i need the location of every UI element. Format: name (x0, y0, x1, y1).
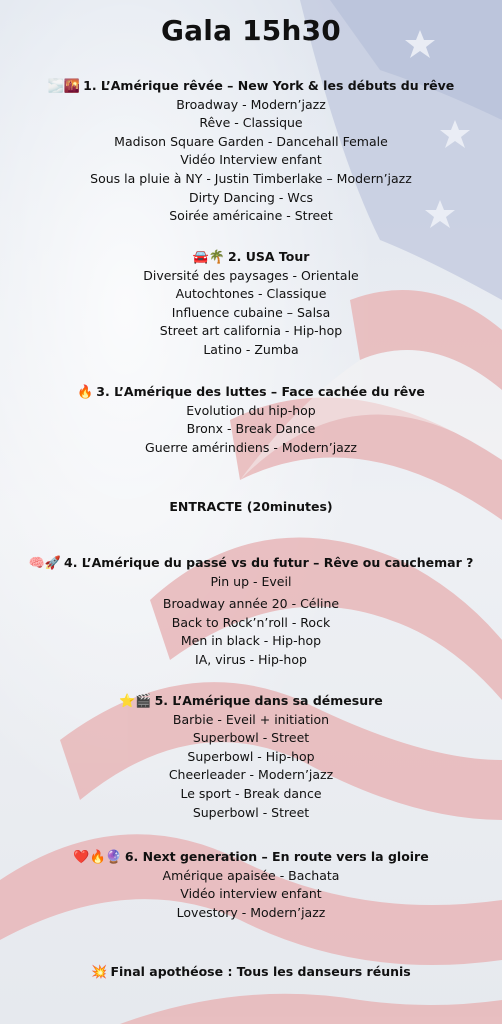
program-item: Madison Square Garden - Dancehall Female (114, 133, 388, 149)
program-item: Guerre amérindiens - Modern’jazz (145, 439, 357, 455)
program-item: Sous la pluie à NY - Justin Timberlake – Modern’jazz (90, 170, 412, 186)
star-clapper-icon: ⭐🎬 (119, 694, 152, 709)
program-item: Street art california - Hip-hop (159, 323, 343, 339)
program-item: Diversité des paysages - Orientale (143, 267, 359, 283)
program-item: Amérique apaisée - Bachata (162, 867, 340, 883)
program-item: Bronx - Break Dance (186, 421, 316, 437)
fire-icon: 🔥 (77, 385, 94, 400)
section-3 (0, 383, 502, 457)
explosion-icon: 💥 (91, 965, 108, 980)
section-heading-text: 5. L’Amérique dans sa démesure (154, 693, 383, 708)
car-palm-icon: 🚘🌴 (192, 250, 225, 265)
program-item: Men in black - Hip-hop (180, 633, 322, 649)
section-heading-text: 4. L’Amérique du passé vs du futur – Rêve ou cauchemar ? (64, 555, 474, 570)
program-item: Vidéo Interview enfant (180, 152, 322, 168)
program-item: Dirty Dancing - Wcs (188, 189, 314, 205)
program-item: Rêve - Classique (199, 115, 303, 131)
section-heading (0, 77, 502, 96)
program-item: IA, virus - Hip-hop (195, 651, 307, 667)
program-item: Pin up - Eveil (210, 573, 292, 589)
program-item: Broadway année 20 - Céline (162, 596, 340, 612)
program-item: Superbowl - Street (192, 730, 310, 746)
finale-heading (0, 963, 502, 982)
program-item: Superbowl - Hip-hop (187, 748, 315, 764)
section-heading (0, 848, 502, 867)
section-heading-text: 1. L’Amérique rêvée – New York & les débuts du rêve (83, 78, 455, 93)
finale-heading-text: Final apothéose : Tous les danseurs réunis (110, 964, 411, 979)
section-heading (0, 692, 502, 711)
section-heading (0, 383, 502, 402)
program-item: Vidéo interview enfant (180, 886, 322, 902)
program-item: Broadway - Modern’jazz (176, 96, 326, 112)
program-item: Latino - Zumba (203, 341, 299, 357)
section-6 (0, 848, 502, 922)
program-item: Cheerleader - Modern’jazz (168, 767, 334, 783)
section-2 (0, 248, 502, 360)
section-5 (0, 692, 502, 822)
program-item: Lovestory - Modern’jazz (176, 904, 326, 920)
program-item: Superbowl - Street (192, 804, 310, 820)
section-4 (0, 554, 502, 670)
program-item: Influence cubaine – Salsa (171, 304, 331, 320)
program-item: Soirée américaine - Street (169, 208, 333, 224)
program-item: Autochtones - Classique (175, 286, 327, 302)
fog-cityscape-icon: 🌫️🌇 (47, 79, 81, 94)
section-1 (0, 77, 502, 226)
brain-rocket-icon: 🧠🚀 (28, 556, 61, 571)
section-heading (0, 248, 502, 267)
finale (0, 963, 502, 982)
program-item: Barbie - Eveil + initiation (172, 711, 330, 727)
heart-fire-crystal-ball-icon: ❤️🔥🔮 (73, 850, 122, 865)
section-heading-text: 2. USA Tour (227, 249, 310, 264)
section-heading (0, 554, 502, 573)
section-heading-text: 6. Next generation – En route vers la gloire (124, 849, 429, 864)
page-title: Gala 15h30 (161, 14, 341, 47)
program-item: Evolution du hip-hop (186, 402, 316, 418)
section-heading-text: 3. L’Amérique des luttes – Face cachée du rêve (96, 384, 425, 399)
program-item: Le sport - Break dance (180, 785, 322, 801)
intermission-label: ENTRACTE (20minutes) (169, 499, 333, 514)
program-item: Back to Rock’n’roll - Rock (171, 614, 331, 630)
